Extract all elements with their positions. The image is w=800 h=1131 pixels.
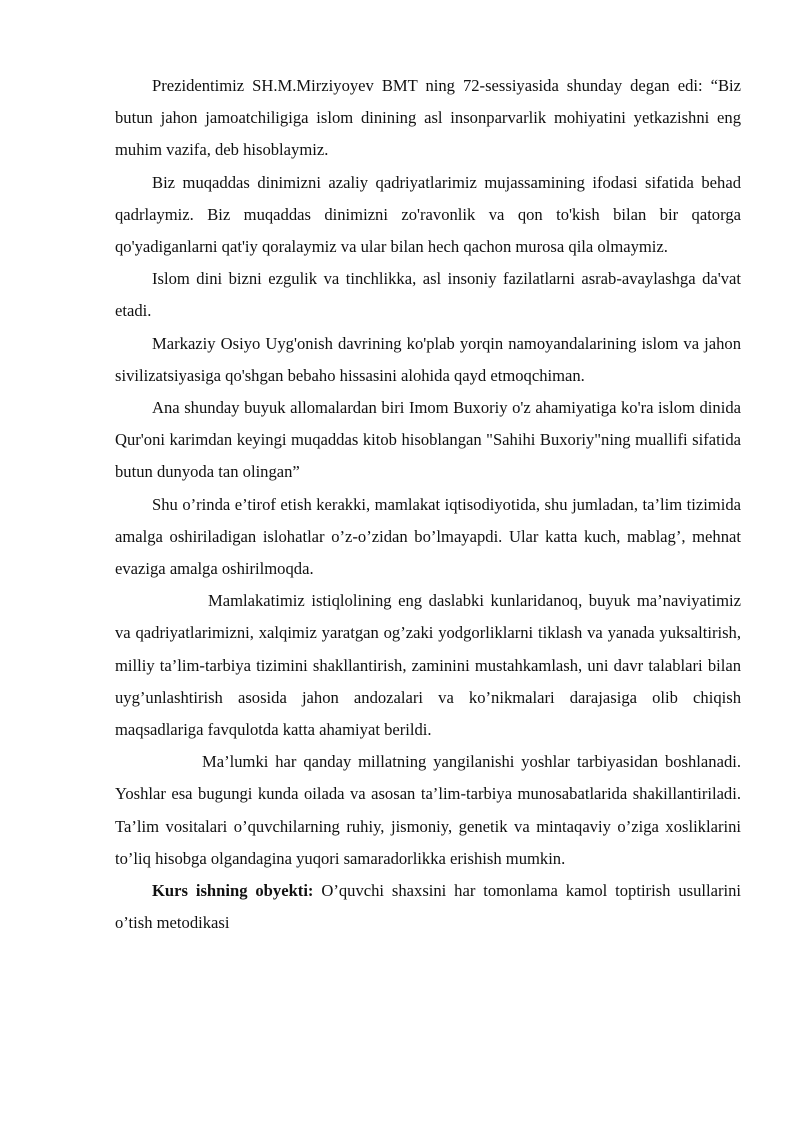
paragraph-president-speech: Prezidentimiz SH.M.Mirziyoyev BMT ning 72-sessiyasida shunday degan edi: “Biz butun jahon jamoatchiligiga islom dinining asl insonparvarlik mohiyatini yetkazishni eng muhim vazifa, deb hisoblaymiz.: [115, 76, 741, 160]
paragraph-course-object: [115, 875, 741, 939]
paragraph-sacred-religion: Biz muqaddas dinimizni azaliy qadriyatlarimiz mujassamining ifodasi sifatida behad qadrlaymiz. Biz muqaddas dinimizni zo'ravonlik va qon to'kish bilan bir qatorga qo'yadiganlarni qat'iy qoralaymiz va ular bilan hech qachon murosa qila olmaymiz.: [115, 172, 741, 257]
paragraph-imam-bukhari: Ana shunday buyuk allomalardan biri Imom Buxoriy o'z ahamiyatiga ko'ra islom dinida Qur'oni karimdan keyingi muqaddas kitob hisoblangan "Sahihi Buxoriy"ning muallifi sifatida butun dunyoda tan olingan”: [115, 398, 741, 482]
course-object-text: O’quvchi shaxsini har tomonlama kamol toptirish usullarini o’tish metodikasi: [115, 881, 742, 933]
course-object-label: Kurs ishning obyekti:: [152, 881, 314, 901]
paragraph-education-reforms: Shu o’rinda e’tirof etish kerakki, mamlakat iqtisodiyotida, shu jumladan, ta’lim tizimida amalga oshiriladigan islohatlar o’z-o’zidan bo’lmayapdi. Ular katta kuch, mablag’, mehnat evaziga amalga oshirilmoqda.: [115, 494, 741, 579]
paragraph-islam-goodness: Islom dini bizni ezgulik va tinchlikka, asl insoniy fazilatlarni asrab-avaylashga da'vat etadi.: [115, 269, 741, 321]
paragraph-central-asia: Markaziy Osiyo Uyg'onish davrining ko'plab yorqin namoyandalarining islom va jahon sivilizatsiyasiga qo'shgan bebaho hissasini alohida qayd etmoqchiman.: [115, 333, 741, 385]
paragraph-youth-upbringing: Ma’lumki har qanday millatning yangilanishi yoshlar tarbiyasidan boshlanadi. Yoshlar esa bugungi kunda oilada va asosan ta’lim-tarbiya munosabatlarida shakillantiriladi. Ta’lim vositalari o’quvchilarning ruhiy, jismoniy, genetik va mintaqaviy o’ziga xosliklarini to’liq hisobga olgandagina yuqori samaradorlikka erishish mumkin.: [115, 752, 741, 868]
paragraph-independence: Mamlakatimiz istiqlolining eng daslabki kunlaridanoq, buyuk ma’naviyatimiz va qadriyatlarimizni, xalqimiz yaratgan og’zaki yodgorliklarni tiklash va yanada yuksaltirish, milliy ta’lim-tarbiya tizimini shakllantirish, zaminini mustahkamlash, uni davr talablari bilan uyg’unlashtirish asosida jahon andozalari va ko’nikmalari darajasiga olib chiqish maqsadlariga favqulotda katta ahamiyat berildi.: [115, 591, 741, 740]
document-page: [115, 70, 741, 939]
